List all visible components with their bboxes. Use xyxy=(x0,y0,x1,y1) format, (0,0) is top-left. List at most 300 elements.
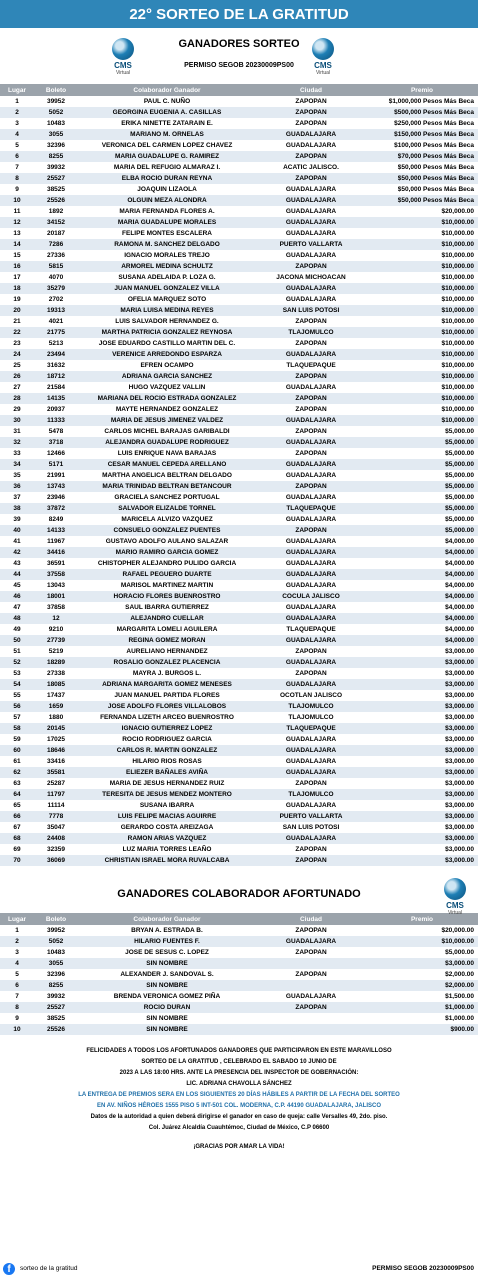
cell-boleto: 4021 xyxy=(48,318,64,325)
cell-lugar: 53 xyxy=(13,670,21,677)
cell-ganador: MARIA TRINIDAD BELTRAN BETANCOUR xyxy=(78,481,256,492)
cms-logo-icon xyxy=(444,878,466,900)
cell-boleto: 5815 xyxy=(34,261,78,272)
cell-lugar: 57 xyxy=(13,714,21,721)
cell-ganador: VERENICE ARREDONDO ESPARZA xyxy=(78,349,256,360)
cell-ganador: JOSE ADOLFO FLORES VILLALOBOS xyxy=(78,701,256,712)
cell-ganador: HORACIO FLORES BUENROSTRO xyxy=(78,591,256,602)
cell-lugar: 31 xyxy=(13,428,21,435)
table-row xyxy=(0,624,478,635)
bottom-bar xyxy=(0,1261,478,1279)
cell-ciudad: GUADALAJARA xyxy=(256,657,366,668)
cell-ganador: SUSANA ADELAIDA P. LOZA G. xyxy=(118,274,216,281)
cell-lugar: 3 xyxy=(15,949,19,956)
cell-boleto: 27338 xyxy=(46,670,66,677)
cell-ciudad: GUADALAJARA xyxy=(285,186,337,193)
cell-ciudad: ZAPOPAN xyxy=(295,406,327,413)
cell-ciudad: TLAJOMULCO xyxy=(288,714,334,721)
cell-premio: $2,000.00 xyxy=(445,971,474,978)
cell-ganador: ADRIANA MARGARITA GOMEZ MENESES xyxy=(78,679,256,690)
cell-boleto: 35047 xyxy=(46,824,66,831)
cell-ciudad: OCOTLAN JALISCO xyxy=(279,692,343,699)
cell-premio: $3,000.00 xyxy=(366,767,478,778)
cell-premio: $5,000.00 xyxy=(366,503,478,514)
cell-lugar: 54 xyxy=(0,679,34,690)
cell-boleto: 12466 xyxy=(46,450,66,457)
table-row xyxy=(0,316,478,327)
table-row xyxy=(0,250,478,261)
cell-lugar: 5 xyxy=(15,142,19,149)
table-row xyxy=(0,294,478,305)
cell-boleto: 25287 xyxy=(46,780,66,787)
cell-ciudad: GUADALAJARA xyxy=(285,802,337,809)
cell-premio: $3,000.00 xyxy=(366,657,478,668)
cell-boleto: 7286 xyxy=(34,239,78,250)
cell-ciudad: GUADALAJARA xyxy=(256,437,366,448)
cell-premio: $10,000.00 xyxy=(441,384,474,391)
cell-lugar: 44 xyxy=(0,569,34,580)
footer-line: EN AV. NIÑOS HÉROES 1555 PISO 5 INT-501 COL. MODERNA, C.P. 44190 GUADALAJARA, JALISCO xyxy=(96,1103,382,1109)
cell-lugar: 8 xyxy=(0,173,34,184)
table-row xyxy=(0,734,478,745)
cell-ciudad: PUERTO VALLARTA xyxy=(256,811,366,822)
cell-ciudad: GUADALAJARA xyxy=(285,604,337,611)
table-row xyxy=(0,558,478,569)
cell-lugar: 4 xyxy=(0,958,34,969)
table-row xyxy=(0,591,478,602)
cell-boleto: 20187 xyxy=(46,230,66,237)
cell-ganador: OLGUIN MEZA ALONDRA xyxy=(78,195,256,206)
table-row xyxy=(0,580,478,591)
table-row xyxy=(0,338,478,349)
cell-premio: $10,000.00 xyxy=(441,274,474,281)
table-row xyxy=(0,327,478,338)
col-premio: Premio xyxy=(366,913,478,925)
cell-boleto: 1880 xyxy=(48,714,64,721)
cell-lugar: 10 xyxy=(0,195,34,206)
cell-ganador: BRENDA VERONICA GOMEZ PIÑA xyxy=(113,993,221,1000)
cell-ciudad: GUADALAJARA xyxy=(285,252,337,259)
cell-ciudad: GUADALAJARA xyxy=(256,129,366,140)
table-row xyxy=(0,745,478,756)
cell-ciudad: GUADALAJARA xyxy=(285,494,337,501)
cell-boleto: 5219 xyxy=(48,648,64,655)
cell-ciudad: GUADALAJARA xyxy=(256,569,366,580)
cell-lugar: 20 xyxy=(0,305,34,316)
table-row xyxy=(0,448,478,459)
col-ciudad: Ciudad xyxy=(256,913,366,925)
cell-ciudad: GUADALAJARA xyxy=(285,516,337,523)
cell-boleto: 7778 xyxy=(34,811,78,822)
cell-ciudad: GUADALAJARA xyxy=(256,635,366,646)
table-row xyxy=(0,569,478,580)
cell-premio: $5,000.00 xyxy=(445,428,474,435)
cell-ciudad: TLAQUEPAQUE xyxy=(286,362,336,369)
cell-ganador: JOAQUIN LIZAOLA xyxy=(137,186,197,193)
cell-premio: $3,000.00 xyxy=(366,958,478,969)
cell-ciudad: ZAPOPAN xyxy=(256,481,366,492)
cell-lugar: 6 xyxy=(0,980,34,991)
cell-lugar: 41 xyxy=(13,538,21,545)
cell-ganador: HUGO VAZQUEZ VALLIN xyxy=(128,384,206,391)
page-banner xyxy=(0,0,478,28)
cell-premio: $50,000 Pesos Más Beca xyxy=(397,164,474,171)
footer-line: LA ENTREGA DE PREMIOS SERA EN LOS SIGUIENTES 20 DÍAS HÁBILES A PARTIR DE LA FECHA DEL SORTEO xyxy=(78,1092,400,1098)
cell-lugar: 7 xyxy=(15,993,19,1000)
cell-lugar: 5 xyxy=(15,971,19,978)
col-boleto: Boleto xyxy=(34,84,78,96)
cell-lugar: 68 xyxy=(0,833,34,844)
cell-lugar: 39 xyxy=(13,516,21,523)
cell-ciudad: GUADALAJARA xyxy=(256,459,366,470)
winners-header xyxy=(0,28,478,84)
cell-ganador: ELBA ROCIO DURAN REYNA xyxy=(78,173,256,184)
cell-boleto: 20937 xyxy=(46,406,66,413)
table-row xyxy=(0,613,478,624)
cell-premio: $3,000.00 xyxy=(445,824,474,831)
cell-ganador: MAYRA J. BURGOS L. xyxy=(132,670,202,677)
cell-ganador: ROCIO DURAN xyxy=(78,1002,256,1013)
cell-premio: $70,000 Pesos Más Beca xyxy=(366,151,478,162)
cell-lugar: 1 xyxy=(15,927,19,934)
footer-line: 2023 A LAS 18:00 HRS. ANTE LA PRESENCIA DEL INSPECTOR DE GOBERNACIÓN: xyxy=(119,1070,359,1076)
table-row xyxy=(0,371,478,382)
cell-ciudad: ZAPOPAN xyxy=(295,780,327,787)
cell-ciudad: GUADALAJARA xyxy=(256,767,366,778)
cell-ganador: SIN NOMBRE xyxy=(78,1024,256,1035)
cell-boleto: 32396 xyxy=(46,971,66,978)
cell-ganador: ALEJANDRA GUADALUPE RODRIGUEZ xyxy=(78,437,256,448)
cell-boleto: 18712 xyxy=(34,371,78,382)
footer-line: SORTEO DE LA GRATITUD , CELEBRADO EL SABADO 10 JUNIO DE xyxy=(141,1059,337,1065)
cell-premio: $5,000.00 xyxy=(445,949,474,956)
cell-boleto: 34152 xyxy=(34,217,78,228)
cell-lugar: 3 xyxy=(15,120,19,127)
col-lugar: Lugar xyxy=(0,913,34,925)
cell-premio: $4,000.00 xyxy=(366,635,478,646)
cell-lugar: 62 xyxy=(0,767,34,778)
table-row xyxy=(0,800,478,811)
cell-boleto: 21991 xyxy=(46,472,66,479)
cell-boleto: 3055 xyxy=(34,129,78,140)
cell-ciudad: TLAQUEPAQUE xyxy=(286,626,336,633)
cell-premio: $100,000 Pesos Más Beca xyxy=(394,142,474,149)
table-row xyxy=(0,646,478,657)
table-row xyxy=(0,547,478,558)
cell-premio: $3,000.00 xyxy=(445,846,474,853)
cell-boleto: 9210 xyxy=(48,626,64,633)
cell-lugar: 56 xyxy=(0,701,34,712)
facebook-icon[interactable]: f xyxy=(3,1263,15,1275)
logo-name: CMS xyxy=(114,61,132,70)
cell-boleto: 1659 xyxy=(34,701,78,712)
cell-ganador: MARIA FERNANDA FLORES A. xyxy=(119,208,215,215)
footer-notice xyxy=(0,1046,478,1153)
table-row xyxy=(0,470,478,481)
cell-premio: $3,000.00 xyxy=(366,833,478,844)
cell-premio: $10,000.00 xyxy=(366,261,478,272)
cell-premio: $3,000.00 xyxy=(366,811,478,822)
cell-ciudad: ZAPOPAN xyxy=(256,107,366,118)
table-row xyxy=(0,701,478,712)
cell-ganador: REGINA GOMEZ MORAN xyxy=(78,635,256,646)
cell-premio: $3,000.00 xyxy=(445,736,474,743)
cell-ganador: ROSALIO GONZALEZ PLACENCIA xyxy=(78,657,256,668)
table-row xyxy=(0,969,478,980)
cell-boleto: 8255 xyxy=(34,980,78,991)
cell-premio: $10,000.00 xyxy=(366,327,478,338)
cell-ganador: SIN NOMBRE xyxy=(78,958,256,969)
cell-boleto: 21584 xyxy=(46,384,66,391)
cell-lugar: 32 xyxy=(0,437,34,448)
cell-lugar: 28 xyxy=(0,393,34,404)
cell-premio: $4,000.00 xyxy=(366,591,478,602)
cell-premio: $5,000.00 xyxy=(366,481,478,492)
table-row xyxy=(0,283,478,294)
cell-ciudad: SAN LUIS POTOSI xyxy=(282,824,340,831)
cell-ciudad xyxy=(256,1024,366,1035)
cell-ganador: AURELIANO HERNANDEZ xyxy=(126,648,208,655)
facebook-link[interactable]: sorteo de la gratitud xyxy=(20,1265,78,1272)
cell-boleto: 2702 xyxy=(48,296,64,303)
table-row xyxy=(0,162,478,173)
cell-ciudad: GUADALAJARA xyxy=(285,538,337,545)
cell-premio: $250,000 Pesos Más Beca xyxy=(394,120,474,127)
cell-boleto: 4070 xyxy=(48,274,64,281)
cell-ganador: MARICELA ALVIZO VAZQUEZ xyxy=(121,516,213,523)
cell-ciudad: GUADALAJARA xyxy=(285,472,337,479)
table-row xyxy=(0,690,478,701)
cell-premio: $50,000 Pesos Más Beca xyxy=(397,186,474,193)
cell-lugar: 8 xyxy=(0,1002,34,1013)
cell-ganador: ARMOREL MEDINA SCHULTZ xyxy=(78,261,256,272)
cell-boleto: 34416 xyxy=(34,547,78,558)
cell-premio: $5,000.00 xyxy=(366,437,478,448)
cell-ciudad: ZAPOPAN xyxy=(295,846,327,853)
cell-boleto: 17025 xyxy=(46,736,66,743)
cell-ganador: ROCIO RODRIGUEZ GARCIA xyxy=(122,736,212,743)
table-row xyxy=(0,756,478,767)
cell-ciudad: GUADALAJARA xyxy=(256,936,366,947)
cell-boleto: 5171 xyxy=(34,459,78,470)
table-row xyxy=(0,305,478,316)
cell-lugar: 22 xyxy=(0,327,34,338)
cell-premio: $4,000.00 xyxy=(366,613,478,624)
cell-premio: $10,000.00 xyxy=(366,415,478,426)
cell-ciudad: TLAJOMULCO xyxy=(256,701,366,712)
cell-lugar: 48 xyxy=(0,613,34,624)
table-row xyxy=(0,404,478,415)
cell-ganador: IGNACIO GUTIERREZ LOPEZ xyxy=(78,723,256,734)
cell-boleto: 25526 xyxy=(34,195,78,206)
cell-lugar: 34 xyxy=(0,459,34,470)
cell-premio: $10,000.00 xyxy=(366,936,478,947)
cell-boleto: 18646 xyxy=(34,745,78,756)
cell-boleto: 17437 xyxy=(46,692,66,699)
table-row xyxy=(0,767,478,778)
cell-ciudad: ZAPOPAN xyxy=(295,340,327,347)
cell-boleto: 25527 xyxy=(34,173,78,184)
cell-boleto: 18289 xyxy=(34,657,78,668)
cell-boleto: 8249 xyxy=(48,516,64,523)
cell-premio: $5,000.00 xyxy=(366,459,478,470)
cell-premio: $10,000.00 xyxy=(366,239,478,250)
cell-ganador: MARIANA DEL ROCIO ESTRADA GONZALEZ xyxy=(78,393,256,404)
cell-premio: $5,000.00 xyxy=(445,450,474,457)
cell-lugar: 40 xyxy=(0,525,34,536)
cell-premio: $3,000.00 xyxy=(366,723,478,734)
cell-boleto: 33416 xyxy=(46,758,66,765)
cell-boleto: 18001 xyxy=(34,591,78,602)
cell-premio: $3,000.00 xyxy=(445,780,474,787)
cell-premio: $10,000.00 xyxy=(366,283,478,294)
cell-boleto: 37858 xyxy=(46,604,66,611)
table-header-row xyxy=(0,913,478,925)
table-row xyxy=(0,1013,478,1024)
cell-boleto: 1892 xyxy=(48,208,64,215)
cell-ciudad: ZAPOPAN xyxy=(295,949,327,956)
cell-ciudad: GUADALAJARA xyxy=(285,296,337,303)
cell-lugar: 67 xyxy=(13,824,21,831)
cell-lugar: 64 xyxy=(0,789,34,800)
table-row xyxy=(0,723,478,734)
table-row xyxy=(0,426,478,437)
table-row xyxy=(0,1002,478,1013)
cell-ciudad: GUADALAJARA xyxy=(285,736,337,743)
cell-boleto: 8255 xyxy=(34,151,78,162)
colaborador-header xyxy=(0,866,478,916)
table-row xyxy=(0,844,478,855)
cell-boleto: 20145 xyxy=(34,723,78,734)
cell-lugar: 17 xyxy=(13,274,21,281)
cell-boleto: 11967 xyxy=(47,538,65,545)
cell-premio: $3,000.00 xyxy=(366,679,478,690)
cell-ciudad: GUADALAJARA xyxy=(256,679,366,690)
cell-ciudad: ZAPOPAN xyxy=(256,525,366,536)
cell-boleto: 36069 xyxy=(34,855,78,866)
table-row xyxy=(0,140,478,151)
cell-ciudad: ZAPOPAN xyxy=(256,855,366,866)
cell-boleto: 38525 xyxy=(46,186,66,193)
cell-premio: $50,000 Pesos Más Beca xyxy=(366,173,478,184)
cell-boleto: 35279 xyxy=(34,283,78,294)
cell-boleto: 39932 xyxy=(46,164,66,171)
cell-ganador: LUIS ENRIQUE NAVA BARAJAS xyxy=(117,450,217,457)
footer-line: Col. Juárez Alcaldía Cuauhtémoc, Ciudad de México, C.P 06600 xyxy=(148,1125,330,1131)
cell-boleto: 14135 xyxy=(34,393,78,404)
cell-premio: $5,000.00 xyxy=(366,525,478,536)
col-lugar: Lugar xyxy=(0,84,34,96)
cell-ciudad: TLAJOMULCO xyxy=(256,327,366,338)
cell-lugar: 2 xyxy=(0,107,34,118)
logo-sub: Virtual xyxy=(115,70,131,76)
cell-ganador: GEORGINA EUGENIA A. CASILLAS xyxy=(78,107,256,118)
cell-ganador: SAUL IBARRA GUTIERREZ xyxy=(125,604,209,611)
cell-ganador: MARGARITA LOMELI AGUILERA xyxy=(116,626,218,633)
table-row xyxy=(0,789,478,800)
cell-premio: $10,000.00 xyxy=(441,296,474,303)
cell-boleto: 24408 xyxy=(34,833,78,844)
cell-boleto: 23494 xyxy=(34,349,78,360)
cell-lugar: 12 xyxy=(0,217,34,228)
cell-ganador: JUAN MANUEL PARTIDA FLORES xyxy=(114,692,220,699)
cell-ganador: CONSUELO GONZALEZ PUENTES xyxy=(78,525,256,536)
cell-lugar: 27 xyxy=(13,384,21,391)
cell-ciudad: ZAPOPAN xyxy=(295,971,327,978)
cell-lugar: 15 xyxy=(13,252,21,259)
table-row xyxy=(0,107,478,118)
cell-premio: $3,000.00 xyxy=(366,789,478,800)
cell-lugar: 65 xyxy=(13,802,21,809)
cell-premio: $10,000.00 xyxy=(441,230,474,237)
cell-lugar: 6 xyxy=(0,151,34,162)
cell-ganador: VERONICA DEL CARMEN LOPEZ CHAVEZ xyxy=(101,142,233,149)
cell-premio: $3,000.00 xyxy=(445,714,474,721)
cell-premio: $3,000.00 xyxy=(445,802,474,809)
cell-premio: $2,000.00 xyxy=(366,980,478,991)
cell-ganador: PAUL C. NUÑO xyxy=(143,98,191,105)
cell-ciudad: GUADALAJARA xyxy=(285,560,337,567)
cell-ganador: MARIO RAMIRO GARCIA GOMEZ xyxy=(78,547,256,558)
cell-premio: $1,000,000 Pesos Más Beca xyxy=(388,98,474,105)
cell-premio: $10,000.00 xyxy=(441,362,474,369)
cell-boleto: 5478 xyxy=(48,428,64,435)
cell-boleto: 32359 xyxy=(46,846,66,853)
cell-boleto: 14133 xyxy=(34,525,78,536)
table-row xyxy=(0,118,478,129)
col-boleto: Boleto xyxy=(34,913,78,925)
cell-boleto: 39952 xyxy=(46,98,66,105)
cell-premio: $20,000.00 xyxy=(441,927,474,934)
cell-premio: $4,000.00 xyxy=(366,547,478,558)
cell-ciudad: ZAPOPAN xyxy=(256,371,366,382)
cell-ciudad: GUADALAJARA xyxy=(285,230,337,237)
cell-ciudad xyxy=(256,958,366,969)
cell-lugar: 43 xyxy=(13,560,21,567)
cell-lugar: 24 xyxy=(0,349,34,360)
cell-premio: $4,000.00 xyxy=(445,538,474,545)
cell-lugar: 18 xyxy=(0,283,34,294)
cell-lugar: 30 xyxy=(0,415,34,426)
cell-boleto: 12 xyxy=(34,613,78,624)
cell-ciudad: GUADALAJARA xyxy=(256,217,366,228)
cell-ciudad: ZAPOPAN xyxy=(295,927,327,934)
cell-ganador: HILARIO FUENTES F. xyxy=(78,936,256,947)
cell-premio: $900.00 xyxy=(366,1024,478,1035)
table-row xyxy=(0,811,478,822)
cell-ganador: RAMONA M. SANCHEZ DELGADO xyxy=(78,239,256,250)
cell-premio: $3,000.00 xyxy=(366,745,478,756)
cell-lugar: 70 xyxy=(0,855,34,866)
cell-boleto: 27336 xyxy=(46,252,66,259)
table-row xyxy=(0,712,478,723)
cell-boleto: 37872 xyxy=(34,503,78,514)
cell-premio: $3,000.00 xyxy=(366,701,478,712)
cell-premio: $5,000.00 xyxy=(445,494,474,501)
cell-ganador: FERNANDA LIZETH ARCEO BUENROSTRO xyxy=(100,714,234,721)
cell-ciudad: ZAPOPAN xyxy=(256,261,366,272)
cell-ganador: MARIA GUADALUPE G. RAMIREZ xyxy=(78,151,256,162)
table-row xyxy=(0,657,478,668)
cell-lugar: 58 xyxy=(0,723,34,734)
cell-ganador: MARIA GUADALUPE MORALES xyxy=(78,217,256,228)
banner-title: 22° SORTEO DE LA GRATITUD xyxy=(129,5,349,23)
cell-premio: $10,000.00 xyxy=(441,340,474,347)
cell-lugar: 16 xyxy=(0,261,34,272)
cell-ganador: MARIANO M. ORNELAS xyxy=(78,129,256,140)
cell-premio: $5,000.00 xyxy=(445,472,474,479)
cell-ciudad: COCULA JALISCO xyxy=(256,591,366,602)
